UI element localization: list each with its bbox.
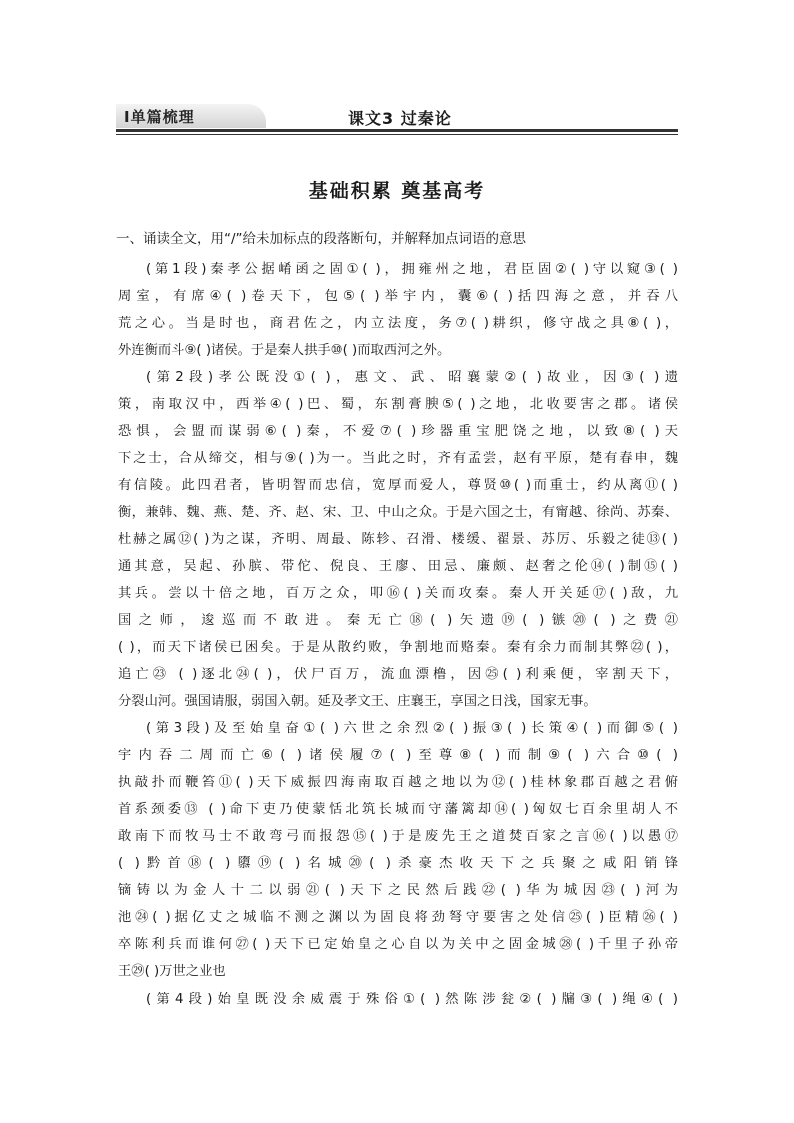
text-line: 策，南取汉中，西举④( )巴、蜀，东割膏腴⑤( )之地，北收要害之郡。诸侯 bbox=[118, 397, 678, 412]
text-line: 恐惧，会盟而谋弱⑥( )秦，不爱⑦( )珍器重宝肥饶之地，以致⑧( )天 bbox=[118, 424, 678, 439]
text-line: 追亡㉓ ( )逐北㉔( )，伏尸百万，流血漂橹，因㉕( )利乘便，宰割天下， bbox=[118, 667, 678, 682]
header-rule bbox=[116, 129, 678, 132]
lesson-title: 课文3 过秦论 bbox=[348, 109, 452, 128]
text-line: 衡，兼韩、魏、燕、楚、齐、赵、宋、卫、中山之众。于是六国之士，有甯越、徐尚、苏秦、 bbox=[118, 505, 678, 520]
text-line: 池㉔( )据亿丈之城临不测之渊以为固良将劲弩守要害之处信㉕( )臣精㉖( ) bbox=[118, 910, 678, 925]
text-line: (第1段)秦孝公据崤函之固①( )，拥雍州之地，君臣固②( )守以窥③( ) bbox=[146, 262, 678, 277]
text-line: (第4段)始皇既没余威震于殊俗①( )然陈涉瓮②( )牖③( )绳④( ) bbox=[146, 992, 678, 1007]
text-line: 分裂山河。强国请服，弱国入朝。延及孝文王、庄襄王，享国之日浅，国家无事。 bbox=[118, 694, 597, 709]
header-banner bbox=[116, 100, 678, 132]
text-line: 外连衡而斗⑨( )诸侯。于是秦人拱手⑩( )而取西河之外。 bbox=[118, 343, 451, 358]
text-line: 王㉙( )万世之业也 bbox=[118, 964, 226, 979]
text-line: 镝铸以为金人十二以弱㉑( )天下之民然后践㉒( )华为城因㉓( )河为 bbox=[118, 883, 678, 898]
text-line: 其兵。尝以十倍之地，百万之众，叩⑯( )关而攻秦。秦人开关延⑰( )敌，九 bbox=[118, 586, 678, 601]
text-line: 国之师，逡巡而不敢进。秦无亡⑱( )矢遗⑲( )镞⑳( )之费㉑ bbox=[118, 613, 678, 628]
text-line: 执敲扑而鞭笞⑪( )天下威振四海南取百越之地以为⑫( )桂林象郡百越之君俯 bbox=[118, 775, 678, 790]
text-line: 荒之心。当是时也，商君佐之，内立法度，务⑦( )耕织，修守战之具⑧( )， bbox=[118, 316, 678, 331]
text-line: ( )，而天下诸侯已困矣。于是从散约败，争割地而赂秦。秦有余力而制其弊㉒( )， bbox=[118, 640, 678, 655]
section-tab-label: Ⅰ单篇梳理 bbox=[124, 108, 195, 126]
text-line: 下之士，合从缔交，相与⑨( )为一。当此之时，齐有孟尝，赵有平原，楚有春申，魏 bbox=[118, 451, 678, 466]
text-line: 首系颈委⑬ ( )命下吏乃使蒙恬北筑长城而守藩篱却⑭( )匈奴七百余里胡人不 bbox=[118, 802, 678, 817]
text-line: 通其意，吴起、孙膑、带佗、倪良、王廖、田忌、廉颇、赵奢之伦⑭( )制⑮( ) bbox=[118, 559, 678, 574]
text-line: 周室，有席④( )卷天下，包⑤( )举宇内，囊⑥( )括四海之意，并吞八 bbox=[118, 289, 678, 304]
text-line: 敢南下而牧马士不敢弯弓而报怨⑮( )于是废先王之道焚百家之言⑯( )以愚⑰ bbox=[118, 829, 678, 844]
text-line: (第2段)孝公既没①( )，惠文、武、昭襄蒙②( )故业，因③( )遗 bbox=[146, 370, 678, 385]
text-line: (第3段)及至始皇奋①( )六世之余烈②( )振③( )长策④( )而御⑤( ) bbox=[146, 721, 678, 736]
text-line: 有信陵。此四君者，皆明智而忠信，宽厚而爱人，尊贤⑩( )而重士，约从离⑪( ) bbox=[118, 478, 678, 493]
header-rule-thin bbox=[116, 134, 678, 135]
section-heading: 基础积累 奠基高考 bbox=[308, 180, 486, 202]
text-line: 卒陈利兵而谁何㉗( )天下已定始皇之心自以为关中之固金城㉘( )千里子孙帝 bbox=[118, 937, 678, 952]
text-line: 杜赫之属⑫( )为之谋，齐明、周最、陈轸、召滑、楼缓、翟景、苏厉、乐毅之徒⑬( ) bbox=[118, 532, 678, 547]
text-line: 宇内吞二周而亡⑥( )诸侯履⑦( )至尊⑧( )而制⑨( )六合⑩( ) bbox=[118, 748, 678, 763]
exercise-instruction: 一、诵读全文，用“/”给未加标点的段落断句，并解释加点词语的意思 bbox=[116, 231, 527, 247]
text-line: ( )黔首⑱( )隳⑲( )名城⑳( )杀豪杰收天下之兵聚之咸阳销锋 bbox=[118, 856, 678, 871]
